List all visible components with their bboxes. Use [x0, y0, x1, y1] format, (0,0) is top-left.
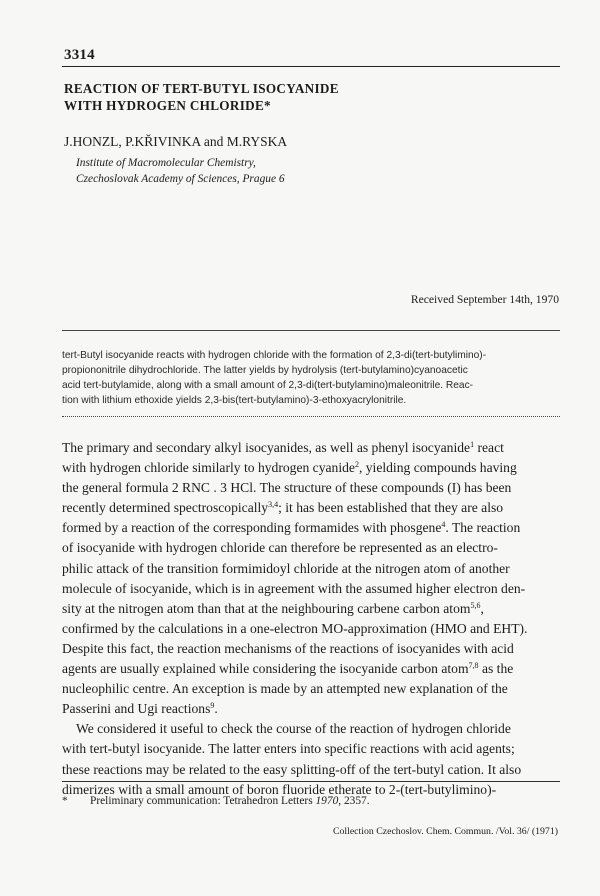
title-line-2: WITH HYDROGEN CHLORIDE*	[64, 98, 271, 113]
abstract	[62, 348, 562, 408]
affiliation	[76, 155, 285, 187]
header-rule	[62, 66, 560, 67]
abstract-line: acid tert-butylamide, along with a small amount of 2,3-di(tert-butylamino)maleonitrile. Reac-	[62, 380, 474, 391]
page-number: 3314	[64, 47, 95, 63]
abstract-rule-top	[62, 330, 560, 331]
body-line: these reactions may be related to the easy splitting-off of the tert-butyl cation. It also	[62, 761, 522, 777]
body-line: confirmed by the calculations in a one-electron MO-approximation (HMO and EHT).	[62, 620, 528, 636]
abstract-line: propiononitrile dihydrochloride. The latter yields by hydrolysis (tert-butylamino)cyanoacetic	[62, 365, 468, 376]
body-line: the general formula 2 RNC . 3 HCl. The structure of these compounds (I) has been	[62, 480, 512, 496]
body-line: Passerini and Ugi reactions$^9$.	[62, 701, 218, 717]
body-line: with hydrogen chloride similarly to hydrogen cyanide$^2$, yielding compounds having	[62, 460, 517, 476]
body-line: molecule of isocyanide, which is in agreement with the assumed higher electron den-	[62, 580, 526, 596]
article-title	[64, 80, 534, 114]
body-line: philic attack of the transition formimidoyl chloride at the nitrogen atom of another	[62, 560, 510, 576]
abstract-line: tert-Butyl isocyanide reacts with hydrogen chloride with the formation of 2,3-di(tert-butylimino)-	[62, 350, 487, 361]
body-line: recently determined spectroscopically$^{3,4}$; it has been established that they are also	[62, 500, 504, 516]
footnote: * Preliminary communication: Tetrahedron Letters 1970, 2357.	[62, 795, 370, 807]
footnote-mark: *	[62, 795, 68, 807]
body-line: nucleophilic centre. An exception is made by an attempted new explanation of the	[62, 681, 508, 697]
authors: J.HONZL, P.KŘIVINKA and M.RYSKA	[64, 134, 288, 149]
body-line: sity at the nitrogen atom than that at the neighbouring carbene carbon atom$^{5,6}$,	[62, 600, 484, 616]
body-line: We considered it useful to check the course of the reaction of hydrogen chloride	[76, 721, 511, 737]
body-line: The primary and secondary alkyl isocyanides, as well as phenyl isocyanide$^1$ react	[62, 440, 504, 455]
body-line: with tert-butyl isocyanide. The latter enters into specific reactions with acid agents;	[62, 741, 515, 757]
body-line: agents are usually explained while considering the isocyanide carbon atom$^{7,8}$ as the	[62, 661, 514, 677]
journal-footer: Collection Czechoslov. Chem. Commun. /Vol. 36/ (1971)	[332, 826, 558, 837]
body-line: Despite this fact, the reaction mechanisms of the reactions of isocyanides with acid	[62, 640, 514, 656]
received-date: Received September 14th, 1970	[410, 293, 559, 306]
body-line: formed by a reaction of the corresponding formamides with phosgene$^4$. The reaction	[62, 520, 521, 536]
abstract-line: tion with lithium ethoxide yields 2,3-bis(tert-butylamino)-3-ethoxyacrylonitrile.	[62, 395, 407, 406]
abstract-rule-bottom	[62, 416, 560, 417]
body-line: of isocyanide with hydrogen chloride can therefore be represented as an electro-	[62, 540, 498, 556]
title-line-1: REACTION OF TERT-BUTYL ISOCYANIDE	[64, 81, 339, 96]
affiliation-line-1: Institute of Macromolecular Chemistry,	[76, 157, 256, 169]
footnote-rule	[62, 781, 560, 782]
body-text	[62, 438, 562, 800]
affiliation-line-2: Czechoslovak Academy of Sciences, Prague 6	[76, 173, 285, 185]
body-line: dimerizes with a small amount of boron fluoride etherate to 2-(tert-butylimino)-	[62, 781, 497, 797]
